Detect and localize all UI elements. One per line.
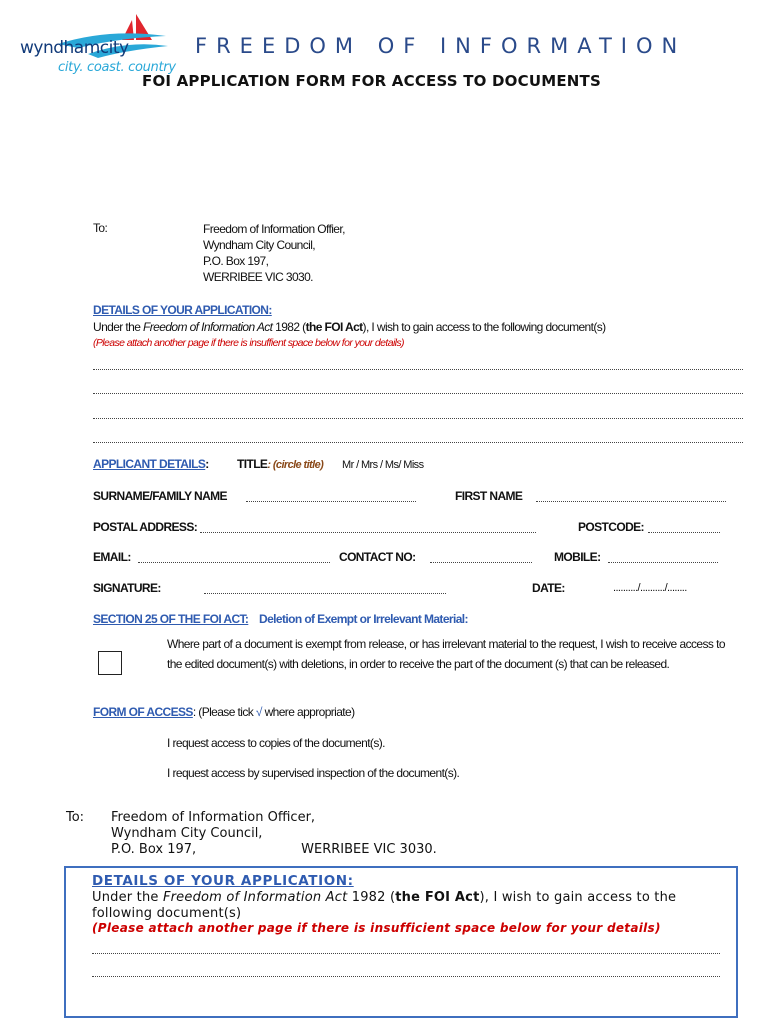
act-year: 1982 (: [272, 320, 306, 334]
access-option-copies[interactable]: I request access to copies of the document(s).: [167, 736, 385, 750]
circle-title-hint: : (circle title): [267, 459, 324, 471]
postal-address-field[interactable]: [200, 520, 536, 533]
act-short: the FOI Act: [305, 320, 363, 334]
po-box: P.O. Box 197,: [111, 842, 197, 857]
details-heading-2: DETAILS OF YOUR APPLICATION:: [92, 873, 354, 889]
first-name-field[interactable]: [536, 489, 726, 502]
document-line[interactable]: [92, 976, 720, 977]
to-label-2: To:: [66, 810, 85, 825]
act-year: 1982 (: [347, 890, 396, 905]
surname-label: SURNAME/FAMILY NAME: [93, 489, 227, 503]
contact-no-label: CONTACT NO:: [339, 550, 416, 564]
section25-heading: SECTION 25 OF THE FOI ACT:: [93, 612, 249, 626]
applicant-colon: :: [205, 457, 209, 471]
address-line: WERRIBEE VIC 3030.: [203, 270, 313, 284]
first-name-label: FIRST NAME: [455, 489, 523, 503]
address-line: Wyndham City Council,: [203, 238, 315, 252]
logo-tagline: city. coast. country: [58, 60, 176, 75]
access-instruction-suffix: where appropriate): [261, 705, 355, 719]
details-intro: [93, 320, 606, 334]
document-line[interactable]: [93, 393, 743, 394]
mobile-label: MOBILE:: [554, 550, 601, 564]
logo-wordmark: [20, 38, 129, 58]
section25-subheading: Deletion of Exempt or Irrelevant Material:: [259, 612, 468, 626]
intro-text: Under the: [92, 890, 163, 905]
details-note-2: (Please attach another page if there is insufficient space below for your details): [92, 921, 661, 935]
title-label: TITLE: [237, 457, 268, 471]
section25-body: Where part of a document is exempt from release, or has irrelevant material to the request, I wish to receive access to the edited document(s) with deletions, in order to receive the part of the document (s) that can be released.: [167, 637, 725, 671]
logo-city: city: [99, 38, 129, 58]
document-line[interactable]: [92, 953, 720, 954]
surname-field[interactable]: [246, 489, 416, 502]
postal-address-label: POSTAL ADDRESS:: [93, 520, 198, 534]
address-line: Freedom of Information Offier,: [203, 222, 345, 236]
form-title: FOI APPLICATION FORM FOR ACCESS TO DOCUMENTS: [142, 72, 601, 90]
signature-label: SIGNATURE:: [93, 581, 161, 595]
recipient-address-2: [111, 810, 437, 858]
intro-suffix: ), I wish to gain access to the following document(s): [92, 890, 677, 921]
postcode-field[interactable]: [648, 520, 720, 533]
document-line[interactable]: [93, 369, 743, 370]
foi-heading: FREEDOM OF INFORMATION: [195, 34, 687, 58]
applicant-heading: APPLICANT DETAILS: [93, 457, 206, 471]
details-intro-2: [92, 890, 724, 922]
title-row: [237, 457, 323, 471]
intro-suffix: ), I wish to gain access to the following document(s): [362, 320, 606, 334]
tick-icon: √: [255, 705, 262, 719]
address-line: Freedom of Information Officer,: [111, 810, 316, 825]
details-heading: DETAILS OF YOUR APPLICATION:: [93, 303, 272, 317]
signature-field[interactable]: [204, 581, 446, 594]
act-name: Freedom of Information Act: [143, 320, 273, 334]
date-field[interactable]: ........../........../........: [613, 582, 687, 594]
section25-checkbox[interactable]: [98, 651, 122, 675]
access-instruction: : (Please tick: [192, 705, 256, 719]
address-line: Wyndham City Council,: [111, 826, 263, 841]
recipient-address: [203, 221, 345, 285]
applicant-row: [93, 457, 209, 471]
email-field[interactable]: [138, 550, 330, 563]
details-note: (Please attach another page if there is insuffient space below for your details): [93, 337, 404, 349]
act-short: the FOI Act: [395, 890, 480, 905]
form-of-access-row: [93, 705, 355, 719]
address-line: [111, 842, 437, 858]
section25-row: [93, 612, 468, 626]
suburb-postcode: WERRIBEE VIC 3030.: [301, 842, 437, 857]
act-name: Freedom of Information Act: [162, 890, 348, 905]
date-label: DATE:: [532, 581, 565, 595]
form-of-access-heading: FORM OF ACCESS: [93, 705, 193, 719]
intro-text: Under the: [93, 320, 144, 334]
email-label: EMAIL:: [93, 550, 131, 564]
contact-no-field[interactable]: [430, 550, 532, 563]
to-label: To:: [93, 221, 108, 235]
access-option-inspection[interactable]: I request access by supervised inspection of the document(s).: [167, 766, 460, 780]
logo-name: wyndham: [20, 38, 100, 58]
postcode-label: POSTCODE:: [578, 520, 644, 534]
mobile-field[interactable]: [608, 550, 718, 563]
title-options[interactable]: Mr / Mrs / Ms/ Miss: [342, 459, 424, 471]
document-line[interactable]: [93, 418, 743, 419]
document-line[interactable]: [93, 442, 743, 443]
address-line: P.O. Box 197,: [203, 254, 269, 268]
